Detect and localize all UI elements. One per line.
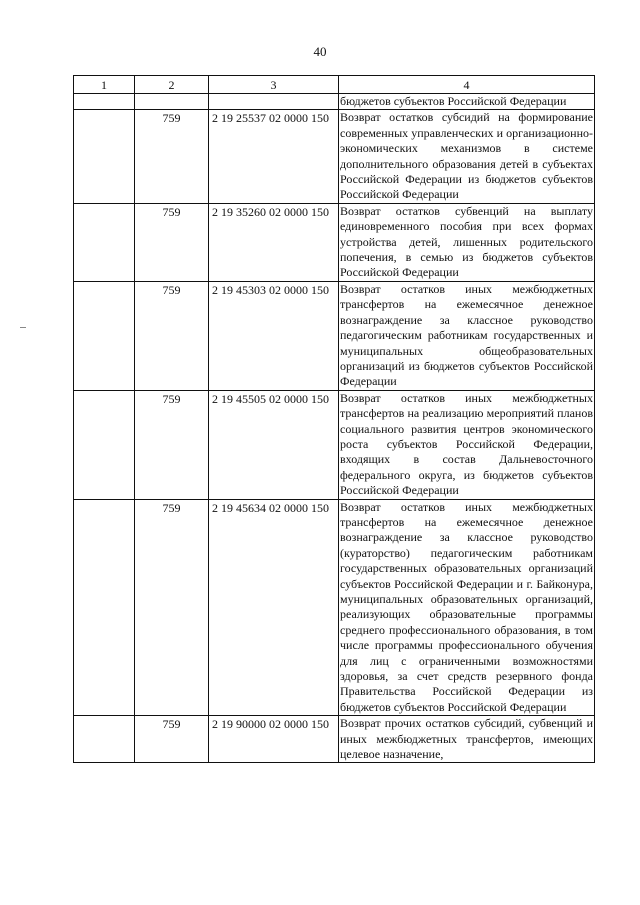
- cell-budget-code: 2 19 45634 02 0000 150: [209, 499, 339, 716]
- header-col-1: 1: [74, 76, 135, 94]
- cell-budget-code: 2 19 45505 02 0000 150: [209, 390, 339, 499]
- cell-admin-code: [135, 94, 209, 110]
- cell-description: Возврат остатков иных межбюджетных трансфертов на реализацию мероприятий планов социального развития центров экономического роста субъектов Российской Федерации, входящих в состав Дальневосточного федерального округа, из бюджетов субъектов Российской Федерации: [340, 390, 593, 498]
- cell-admin-code: 759: [135, 716, 209, 763]
- cell-description: Возврат прочих остатков субсидий, субвенций и иных межбюджетных трансфертов, имеющих целевое назначение,: [340, 716, 593, 762]
- cell-col1: [74, 716, 135, 763]
- cell-admin-code: 759: [135, 281, 209, 390]
- cell-description: Возврат остатков иных межбюджетных трансфертов на ежемесячное денежное вознаграждение за классное руководство (кураторство) педагогическим работникам государственных образовательных организаций субъектов Российской Федерации и г. Байконура, муниципальных образовательных организаций, реализующих образовательные программы среднего профессионального образования, в том числе программы профессионального обучения для лиц с ограниченными возможностями здоровья, за счет средств резервного фонда Правительства Российской Федерации из бюджетов субъектов Российской Федерации: [340, 499, 593, 714]
- table-row: [74, 203, 595, 281]
- cell-budget-code: 2 19 90000 02 0000 150: [209, 716, 339, 763]
- cell-budget-code: 2 19 25537 02 0000 150: [209, 110, 339, 203]
- header-col-4: 4: [339, 76, 595, 94]
- table-row: [74, 390, 595, 499]
- header-col-2: 2: [135, 76, 209, 94]
- cell-col1: [74, 94, 135, 110]
- table-row: [74, 281, 595, 390]
- header-col-3: 3: [209, 76, 339, 94]
- cell-admin-code: 759: [135, 110, 209, 203]
- cell-budget-code: 2 19 45303 02 0000 150: [209, 281, 339, 390]
- table-row: [74, 94, 595, 110]
- budget-table: [73, 75, 595, 763]
- cell-col1: [74, 390, 135, 499]
- cell-admin-code: 759: [135, 390, 209, 499]
- cell-col1: [74, 499, 135, 716]
- cell-description: Возврат остатков иных межбюджетных трансфертов на ежемесячное денежное вознаграждение за классное руководство педагогическим работникам государственных и муниципальных общеобразовательных организаций из бюджетов субъектов Российской Федерации: [340, 281, 593, 389]
- cell-col1: [74, 281, 135, 390]
- cell-description: бюджетов субъектов Российской Федерации: [339, 94, 595, 110]
- cell-admin-code: 759: [135, 499, 209, 716]
- cell-budget-code: [209, 94, 339, 110]
- table-row: [74, 499, 595, 716]
- table-row: [74, 716, 595, 763]
- cell-budget-code: 2 19 35260 02 0000 150: [209, 203, 339, 281]
- cell-col1: [74, 110, 135, 203]
- margin-mark: [20, 327, 26, 328]
- page-number: 40: [313, 44, 327, 59]
- cell-admin-code: 759: [135, 203, 209, 281]
- cell-description: Возврат остатков субсидий на формирование современных управленческих и организационно-экономических механизмов в системе дополнительного образования детей в субъектах Российской Федерации из бюджетов субъектов Российской Федерации: [340, 110, 593, 202]
- table-row: [74, 110, 595, 203]
- header-row: [74, 76, 595, 94]
- cell-col1: [74, 203, 135, 281]
- cell-description: Возврат остатков субвенций на выплату единовременного пособия при всех формах устройства детей, лишенных родительского попечения, в семью из бюджетов субъектов Российской Федерации: [340, 203, 593, 280]
